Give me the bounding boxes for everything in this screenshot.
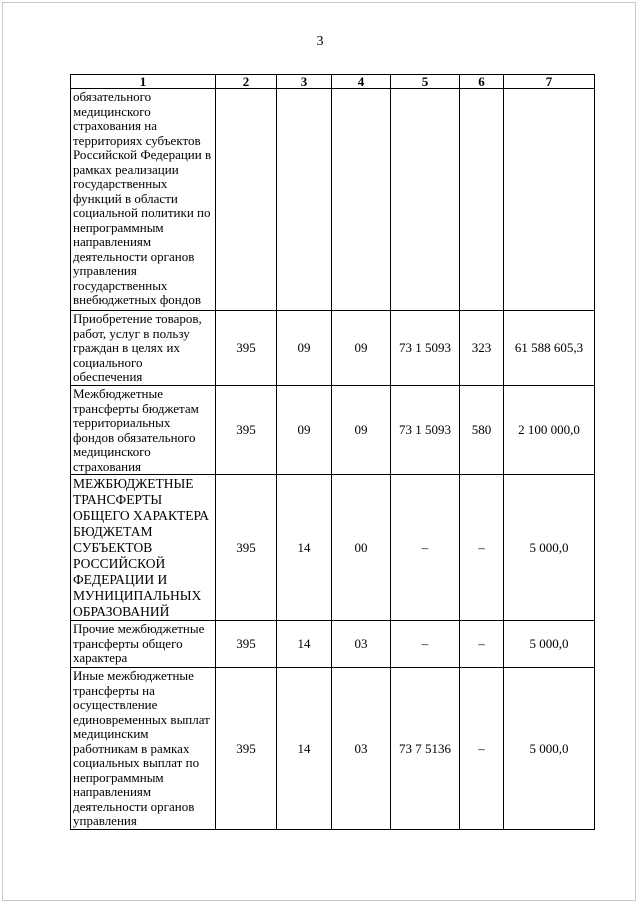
cell-col3: 14: [277, 475, 332, 621]
row-name: Иные межбюджетные трансферты на осуществление единовременных выплат медицинским работникам в рамках социальных выплат по непрограммным направлениям деятельности органов управления: [71, 668, 216, 830]
cell-col5: 73 1 5093: [391, 386, 460, 475]
row-name: Приобретение товаров, работ, услуг в пользу граждан в целях их социального обеспечения: [71, 311, 216, 386]
row-name: Прочие межбюджетные трансферты общего характера: [71, 621, 216, 668]
page-number: 3: [316, 34, 324, 49]
cell-col4: [332, 89, 391, 311]
row-name: Межбюджетные трансферты бюджетам территориальных фондов обязательного медицинского страхования: [71, 386, 216, 475]
cell-col5: –: [391, 621, 460, 668]
cell-col6: 580: [460, 386, 504, 475]
cell-col7: 5 000,0: [504, 621, 595, 668]
row-name: обязательного медицинского страхования на территориях субъектов Российской Федерации в рамках реализации государственных функций в области социальной политики по непрограммным направлениям деятельности органов управления государственных внебюджетных фондов: [71, 89, 216, 311]
cell-col6: –: [460, 475, 504, 621]
column-header: 1: [71, 75, 216, 89]
column-header: 4: [332, 75, 391, 89]
cell-col4: 09: [332, 311, 391, 386]
column-header: 3: [277, 75, 332, 89]
cell-col4: 03: [332, 621, 391, 668]
cell-col3: 14: [277, 621, 332, 668]
column-header: 6: [460, 75, 504, 89]
cell-col2: 395: [216, 475, 277, 621]
cell-col7: 61 588 605,3: [504, 311, 595, 386]
cell-col5: 73 1 5093: [391, 311, 460, 386]
cell-col5: [391, 89, 460, 311]
cell-col3: 14: [277, 668, 332, 830]
cell-col2: 395: [216, 668, 277, 830]
table-row: [71, 668, 595, 830]
cell-col7: 2 100 000,0: [504, 386, 595, 475]
table-row: [71, 621, 595, 668]
cell-col4: 00: [332, 475, 391, 621]
cell-col3: 09: [277, 386, 332, 475]
row-name: МЕЖБЮДЖЕТНЫЕ ТРАНСФЕРТЫ ОБЩЕГО ХАРАКТЕРА БЮДЖЕТАМ СУБЪЕКТОВ РОССИЙСКОЙ ФЕДЕРАЦИИ И МУНИЦИПАЛЬНЫХ ОБРАЗОВАНИЙ: [71, 475, 216, 621]
cell-col3: 09: [277, 311, 332, 386]
cell-col2: 395: [216, 311, 277, 386]
column-header: 2: [216, 75, 277, 89]
cell-col4: 09: [332, 386, 391, 475]
header-row: [71, 75, 595, 89]
table-row: [71, 386, 595, 475]
cell-col5: 73 7 5136: [391, 668, 460, 830]
cell-col7: 5 000,0: [504, 475, 595, 621]
cell-col2: [216, 89, 277, 311]
cell-col7: 5 000,0: [504, 668, 595, 830]
cell-col2: 395: [216, 621, 277, 668]
column-header: 7: [504, 75, 595, 89]
cell-col7: [504, 89, 595, 311]
table-row: [71, 89, 595, 311]
cell-col6: –: [460, 668, 504, 830]
cell-col2: 395: [216, 386, 277, 475]
cell-col6: [460, 89, 504, 311]
cell-col4: 03: [332, 668, 391, 830]
table-row: [71, 311, 595, 386]
table-row: [71, 475, 595, 621]
cell-col3: [277, 89, 332, 311]
budget-table: [70, 74, 595, 830]
cell-col5: –: [391, 475, 460, 621]
cell-col6: –: [460, 621, 504, 668]
cell-col6: 323: [460, 311, 504, 386]
column-header: 5: [391, 75, 460, 89]
